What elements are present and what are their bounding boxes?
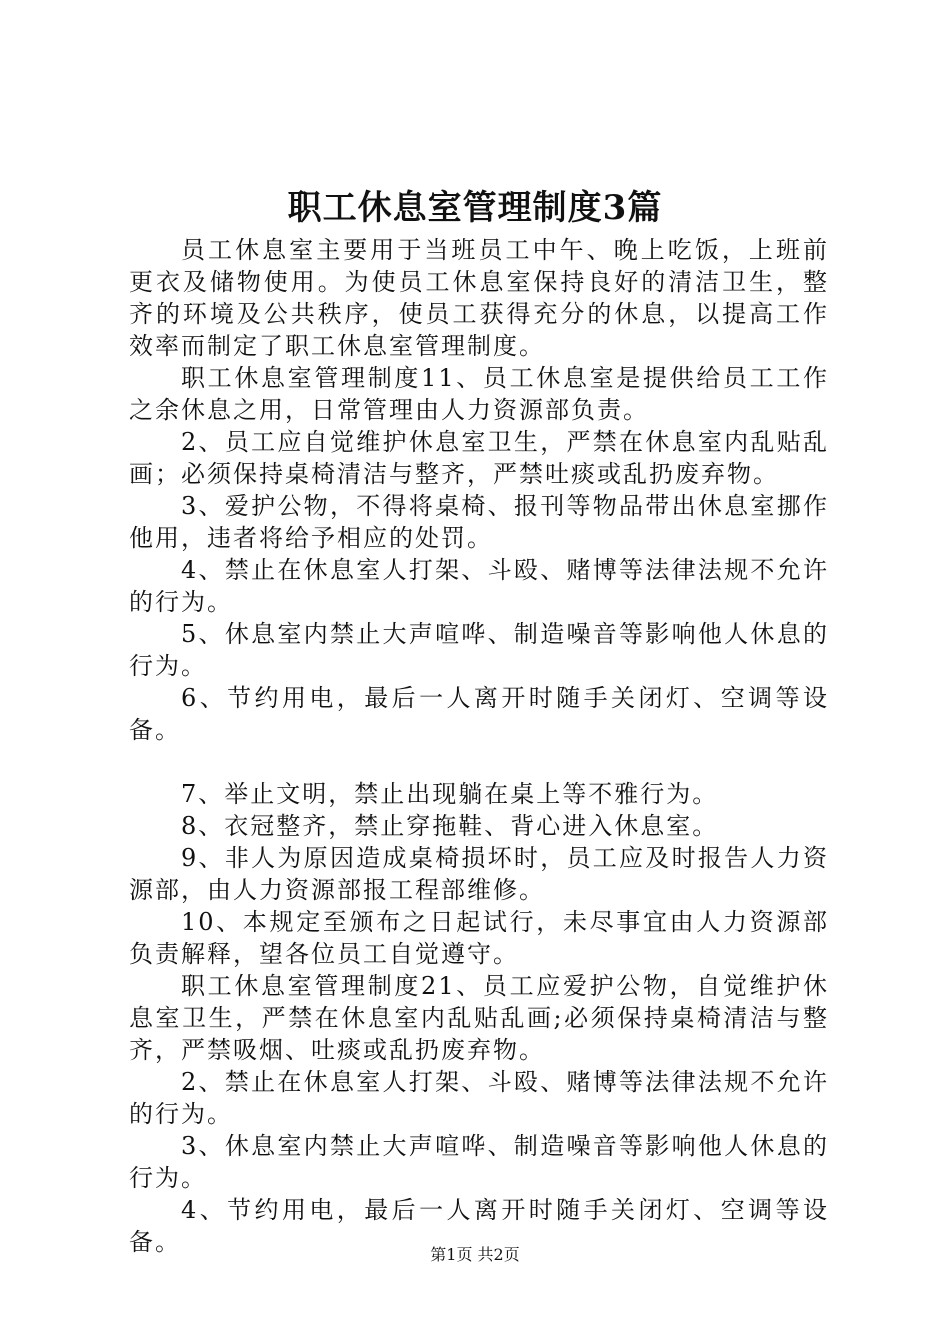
page-number-footer: 第1页 共2页 bbox=[430, 1245, 520, 1264]
paragraph-rule-3: 3、爱护公物，不得将桌椅、报刊等物品带出休息室挪作他用，违者将给予相应的处罚。 bbox=[129, 492, 829, 552]
paragraph-rule-9: 9、非人为原因造成桌椅损坏时，员工应及时报告人力资源部，由人力资源部报工程部维修。 bbox=[129, 844, 829, 904]
paragraph-system2-rule-4: 4、节约用电，最后一人离开时随手关闭灯、空调等设备。 bbox=[129, 1196, 829, 1256]
document-body bbox=[129, 234, 829, 1258]
paragraph-rule-1: 职工休息室管理制度11、员工休息室是提供给员工工作之余休息之用，日常管理由人力资源部负责。 bbox=[129, 364, 829, 424]
paragraph-rule-8: 8、衣冠整齐，禁止穿拖鞋、背心进入休息室。 bbox=[181, 812, 719, 840]
paragraph-system2-rule-1: 职工休息室管理制度21、员工应爱护公物，自觉维护休息室卫生，严禁在休息室内乱贴乱画;必须保持桌椅清洁与整齐，严禁吸烟、吐痰或乱扔废弃物。 bbox=[129, 972, 829, 1064]
paragraph-system2-rule-2: 2、禁止在休息室人打架、斗殴、赌博等法律法规不允许的行为。 bbox=[129, 1068, 829, 1128]
paragraph-system2-rule-3: 3、休息室内禁止大声喧哗、制造噪音等影响他人休息的行为。 bbox=[129, 1132, 829, 1192]
paragraph-rule-4: 4、禁止在休息室人打架、斗殴、赌博等法律法规不允许的行为。 bbox=[129, 556, 829, 616]
paragraph-rule-7: 7、举止文明，禁止出现躺在桌上等不雅行为。 bbox=[181, 780, 719, 808]
paragraph-rule-2: 2、员工应自觉维护休息室卫生，严禁在休息室内乱贴乱画；必须保持桌椅清洁与整齐，严禁吐痰或乱扔废弃物。 bbox=[129, 428, 829, 488]
paragraph-rule-5: 5、休息室内禁止大声喧哗、制造噪音等影响他人休息的行为。 bbox=[129, 620, 829, 680]
paragraph-rule-6: 6、节约用电，最后一人离开时随手关闭灯、空调等设备。 bbox=[129, 684, 829, 744]
paragraph-rule-10: 10、本规定至颁布之日起试行，未尽事宜由人力资源部负责解释，望各位员工自觉遵守。 bbox=[129, 908, 829, 968]
paragraph-intro: 员工休息室主要用于当班员工中午、晚上吃饭，上班前更衣及储物使用。为使员工休息室保持良好的清洁卫生，整齐的环境及公共秩序，使员工获得充分的休息，以提高工作效率而制定了职工休息室管理制度。 bbox=[129, 236, 829, 360]
document-title: 职工休息室管理制度3篇 bbox=[287, 188, 663, 228]
